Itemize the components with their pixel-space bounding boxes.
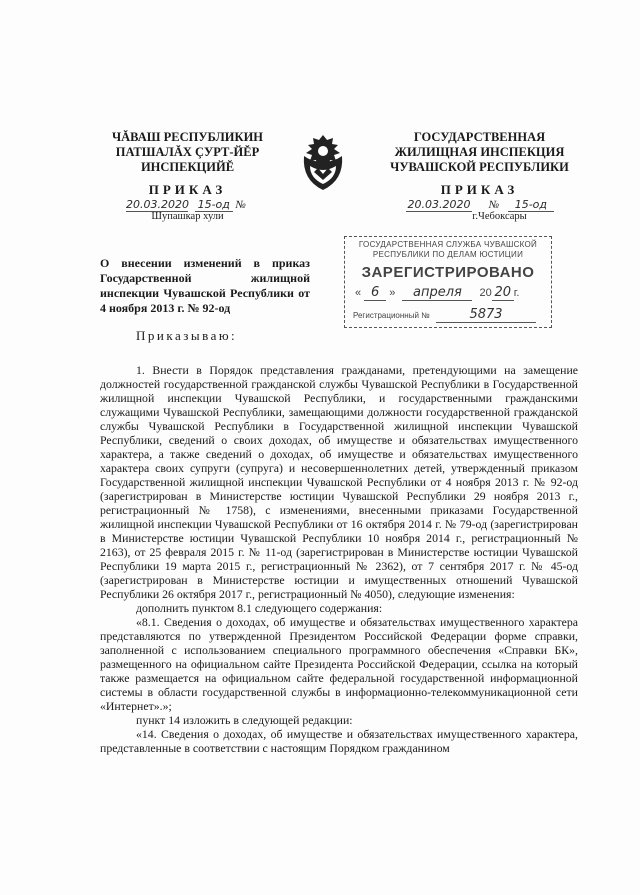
header-right-line-2: ЖИЛИЩНАЯ ИНСПЕКЦИЯ: [394, 145, 565, 159]
body-paragraph-3: «8.1. Сведения о доходах, об имуществе и обязательствах имущественного характера представляются по утвержденной Президентом Российской Федерации форме справки, заполненной с использованием специального программного обеспечения «Справки БК», размещенного на официальном сайте Президента Российской Федерации, ссылка на который также размещается на официальном сайте федеральной государственной информационной системы в области государственной службы в информационно-телекоммуникационной сети «Интернет».»;: [100, 615, 578, 713]
header-left-line-2: ПАТШАЛĂХ ÇУРТ-ЙĔР: [115, 145, 260, 159]
justice-registration-stamp: [344, 236, 552, 328]
stamp-day: 6: [364, 285, 386, 301]
header-right-line-3: ЧУВАШСКОЙ РЕСПУБЛИКИ: [390, 160, 569, 174]
stamp-date-row: [355, 285, 545, 301]
order-date-left: [126, 198, 246, 212]
order-number-right-value: 15-од: [508, 198, 554, 212]
order-number-left-sign: №: [235, 199, 246, 211]
order-city-right: г.Чебоксары: [472, 211, 527, 222]
order-title-left: ПРИКАЗ: [148, 182, 227, 197]
stamp-reg-number: 5873: [436, 307, 536, 323]
stamp-quote-close: »: [389, 287, 396, 299]
body-paragraph-5: «14. Сведения о доходах, об имуществе и обязательствах имущественного характера, представленные в соответствии с настоящим Порядком гражданином: [100, 727, 578, 755]
order-date-right-value: 20.03.2020: [407, 198, 471, 211]
order-body: [100, 363, 578, 755]
body-paragraph-4: пункт 14 изложить в следующей редакции:: [136, 713, 353, 727]
stamp-year-prefix: 20: [479, 287, 492, 299]
header-left-line-3: ИНСПЕКЦИЙĔ: [140, 160, 235, 174]
order-date-left-value: 20.03.2020: [126, 198, 189, 211]
stamp-line-1: ГОСУДАРСТВЕННАЯ СЛУЖБА ЧУВАШСКОЙ: [358, 240, 538, 249]
stamp-month: апреля: [402, 285, 472, 301]
order-subject: О внесении изменений в приказ Государственной жилищной инспекции Чувашской Республики от 4 ноября 2013 г. № 92-од: [100, 256, 310, 315]
stamp-reg-label: Регистрационный №: [353, 311, 430, 320]
order-number-left-value: 15-од: [195, 198, 233, 212]
header-right-line-1: ГОСУДАРСТВЕННАЯ: [413, 130, 546, 144]
stamp-line-2: РЕСПУБЛИКИ ПО ДЕЛАМ ЮСТИЦИИ: [372, 250, 524, 259]
stamp-registered: ЗАРЕГИСТРИРОВАНО: [361, 264, 535, 281]
chuvash-coat-of-arms-icon: [296, 132, 350, 192]
order-number-right-sign: №: [488, 199, 500, 211]
header-left-chuvash: [100, 130, 275, 175]
header-left-line-1: ЧĂВАШ РЕСПУБЛИКИН: [111, 130, 264, 144]
body-paragraph-2: дополнить пунктом 8.1 следующего содержания:: [136, 601, 383, 615]
order-date-right: [406, 198, 554, 212]
stamp-year-end: г.: [513, 287, 520, 299]
order-city-left: Шупашкар хули: [151, 211, 224, 222]
stamp-quote-open: «: [355, 287, 362, 299]
order-decree-word: Приказываю:: [136, 328, 238, 343]
header-right-russian: [382, 130, 577, 175]
order-title-right: ПРИКАЗ: [440, 182, 519, 197]
stamp-year-suffix: 20: [492, 285, 514, 301]
body-paragraph-1: 1. Внести в Порядок представления гражданами, претендующими на замещение должностей государственной гражданской службы Чувашской Республики в Государственной жилищной инспекции Чувашской Республики, и государственными гражданскими служащими Чувашской Республики, замещающими должности государственной гражданской службы Чувашской Республики в Государственной жилищной инспекции Чувашской Республики, сведений о своих доходах, об имуществе и обязательствах имущественного характера, а также сведений о доходах, об имуществе и обязательствах имущественного характера своих супруги (супруга) и несовершеннолетних детей, утвержденный приказом Государственной жилищной инспекции Чувашской Республики от 4 ноября 2013 г. № 92-од (зарегистрирован в Министерстве юстиции Чувашской Республики 29 ноября 2013 г., регистрационный № 1758), с изменениями, внесенными приказами Государственной жилищной инспекции Чувашской Республики от 16 октября 2014 г. № 79-од (зарегистрирован в Министерстве юстиции Чувашской Республики 10 ноября 2014 г., регистрационный № 2163), от 25 февраля 2015 г. № 11-од (зарегистрирован в Министерстве юстиции Чувашской Республики 19 марта 2015 г., регистрационный № 2362), от 7 сентября 2017 г. № 45-од (зарегистрирован в Министерстве юстиции и имущественных отношений Чувашской Республики 26 октября 2017 г., регистрационный № 4050), следующие изменения:: [100, 363, 578, 601]
stamp-reg-number-row: [353, 307, 548, 323]
